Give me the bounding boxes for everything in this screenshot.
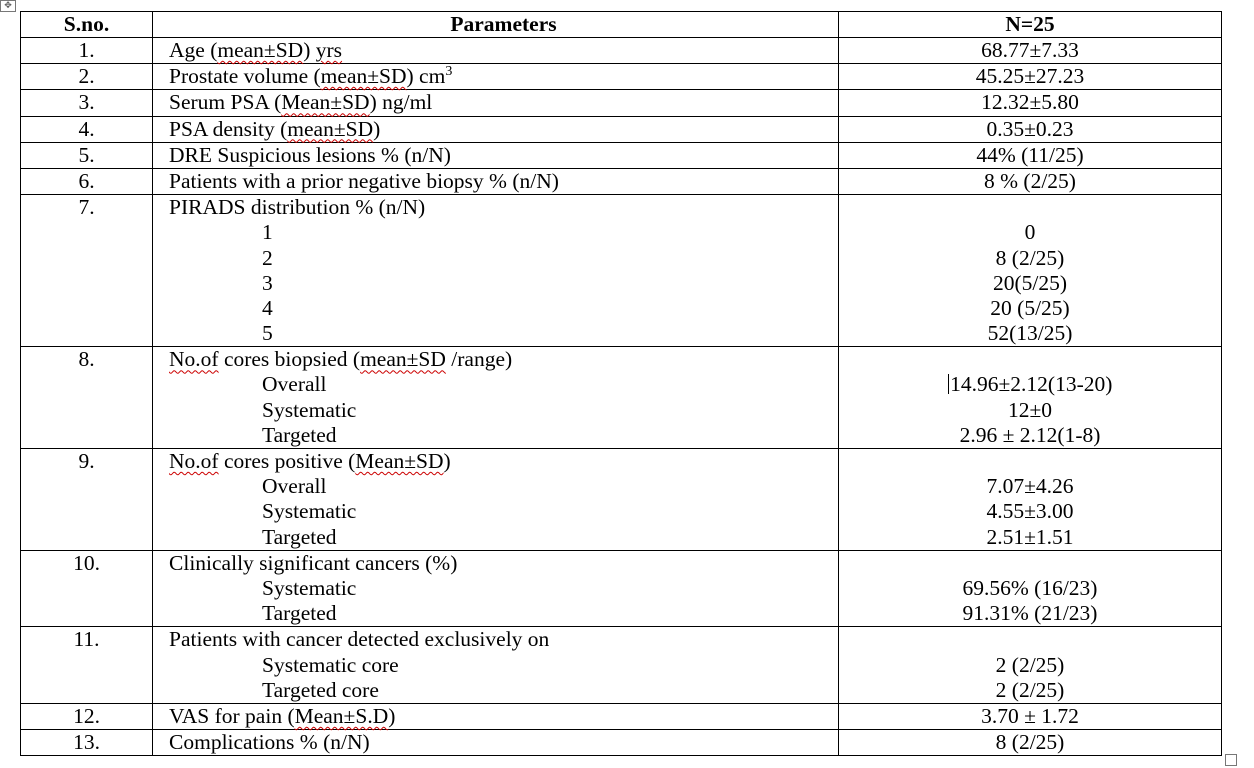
row-value-spacer bbox=[839, 449, 1221, 474]
row-value-span: 45.25±27.23 bbox=[975, 64, 1085, 89]
row-parameter-text: PIRADS distribution % (n/N) bbox=[169, 195, 426, 220]
row-parameter-label bbox=[169, 169, 838, 194]
row-parameter-text: Prostate volume (mean±SD) cm bbox=[169, 64, 446, 89]
row-value-text[interactable] bbox=[839, 653, 1221, 678]
row-sub-label: Targeted bbox=[262, 422, 337, 447]
row-parameter-label bbox=[169, 347, 838, 372]
table-row bbox=[21, 64, 1222, 90]
row-sno-text: 12. bbox=[73, 703, 100, 728]
row-sno-text: 2. bbox=[78, 64, 95, 89]
row-parameter bbox=[153, 730, 839, 756]
row-value bbox=[839, 550, 1222, 627]
row-value-span: 12±0 bbox=[1007, 397, 1053, 422]
row-sno-text: 10. bbox=[73, 550, 100, 575]
row-sno bbox=[21, 550, 153, 627]
row-value-text[interactable] bbox=[839, 372, 1221, 397]
row-sub-label: Systematic bbox=[262, 397, 357, 422]
row-sub-label: Targeted bbox=[262, 524, 337, 549]
row-value-text[interactable] bbox=[839, 499, 1221, 524]
row-parameter-label bbox=[169, 117, 838, 142]
row-value-span: 12.32±5.80 bbox=[981, 90, 1079, 115]
row-value-span: 44% (11/25) bbox=[976, 142, 1084, 167]
row-parameter bbox=[153, 142, 839, 168]
row-parameter-label bbox=[169, 195, 838, 220]
row-value-text[interactable] bbox=[839, 321, 1221, 346]
row-sub-label: 4 bbox=[262, 295, 273, 320]
row-value-spacer bbox=[839, 195, 1221, 220]
table-header-row bbox=[21, 12, 1222, 38]
row-value-span: 8 (2/25) bbox=[995, 245, 1065, 270]
table-resize-handle-icon[interactable] bbox=[1225, 754, 1237, 766]
row-sub-label: 1 bbox=[262, 220, 273, 245]
row-parameter-label bbox=[169, 64, 838, 89]
row-parameter-label bbox=[169, 38, 838, 63]
row-sno-text: 5. bbox=[78, 142, 95, 167]
row-parameter-label bbox=[169, 90, 838, 115]
row-parameter-text: Patients with cancer detected exclusively on bbox=[169, 627, 550, 652]
row-sno-text: 4. bbox=[78, 116, 95, 141]
row-parameter bbox=[153, 703, 839, 729]
row-value-span: 7.07±4.26 bbox=[986, 474, 1074, 499]
row-sno bbox=[21, 195, 153, 347]
row-parameter-text: Complications % (n/N) bbox=[169, 730, 370, 755]
row-value-span: 14.96±2.12(13-20) bbox=[950, 372, 1113, 397]
row-value-text[interactable] bbox=[839, 143, 1221, 168]
row-value-span: 91.31% (21/23) bbox=[962, 601, 1098, 626]
row-value-span: 2.51±1.51 bbox=[986, 524, 1074, 549]
row-value-spacer bbox=[839, 551, 1221, 576]
row-sno-text: 3. bbox=[78, 90, 95, 115]
table-row bbox=[21, 730, 1222, 756]
row-value-text[interactable] bbox=[839, 246, 1221, 271]
row-sno bbox=[21, 90, 153, 116]
row-value bbox=[839, 90, 1222, 116]
row-sno bbox=[21, 64, 153, 90]
row-value-spacer bbox=[839, 627, 1221, 652]
table-row bbox=[21, 703, 1222, 729]
row-value-span: 8 (2/25) bbox=[995, 730, 1065, 755]
row-value bbox=[839, 195, 1222, 347]
row-sno bbox=[21, 168, 153, 194]
row-sub-label: Overall bbox=[262, 372, 327, 397]
row-value bbox=[839, 730, 1222, 756]
row-value-text[interactable] bbox=[839, 64, 1221, 89]
table-move-handle-icon[interactable]: ✥ bbox=[0, 0, 16, 12]
row-parameter bbox=[153, 38, 839, 64]
table-row bbox=[21, 550, 1222, 627]
table-row bbox=[21, 449, 1222, 551]
row-sno-text: 7. bbox=[78, 195, 95, 220]
row-sub-label: Overall bbox=[262, 474, 327, 499]
row-parameter-text: Serum PSA (Mean±SD) ng/ml bbox=[169, 90, 433, 115]
row-value-span: 69.56% (16/23) bbox=[962, 575, 1098, 600]
table-row bbox=[21, 168, 1222, 194]
row-sno bbox=[21, 703, 153, 729]
row-value bbox=[839, 116, 1222, 142]
row-value-text[interactable] bbox=[839, 730, 1221, 755]
row-sno-text: 13. bbox=[73, 730, 100, 755]
row-value-span: 68.77±7.33 bbox=[981, 38, 1079, 62]
row-sub-label: Targeted core bbox=[262, 677, 379, 702]
row-value-span: 8 % (2/25) bbox=[984, 168, 1076, 193]
row-value-text[interactable] bbox=[839, 296, 1221, 321]
row-value-span: 4.55±3.00 bbox=[986, 499, 1074, 524]
row-parameter-label bbox=[169, 704, 838, 729]
row-parameter bbox=[153, 168, 839, 194]
table-row bbox=[21, 142, 1222, 168]
row-parameter bbox=[153, 116, 839, 142]
row-value-span: 0.35±0.23 bbox=[986, 116, 1074, 141]
row-parameter-label bbox=[169, 143, 838, 168]
row-parameter-text: Patients with a prior negative biopsy % (n/N) bbox=[169, 168, 559, 193]
row-value-span: 2 (2/25) bbox=[995, 652, 1065, 677]
header-sno: S.no. bbox=[21, 12, 153, 38]
row-value-text[interactable] bbox=[839, 601, 1221, 626]
row-sub-label: 2 bbox=[262, 245, 273, 270]
table-row bbox=[21, 627, 1222, 704]
header-n25: N=25 bbox=[839, 12, 1222, 38]
row-value-text[interactable] bbox=[839, 398, 1221, 423]
row-sno-text: 9. bbox=[78, 449, 95, 473]
row-parameter bbox=[153, 449, 839, 551]
row-parameter-label bbox=[169, 730, 838, 755]
row-parameter-text: No.of cores biopsied (mean±SD /range) bbox=[169, 347, 513, 372]
row-sub-label: Systematic bbox=[262, 499, 357, 524]
table-row bbox=[21, 116, 1222, 142]
row-parameter-superscript: 3 bbox=[445, 64, 453, 80]
row-value-span: 2 (2/25) bbox=[995, 677, 1065, 702]
row-value bbox=[839, 703, 1222, 729]
row-sub-label: Systematic core bbox=[262, 652, 399, 677]
row-value-text[interactable] bbox=[839, 271, 1221, 296]
table-row bbox=[21, 347, 1222, 449]
row-value-text[interactable] bbox=[839, 220, 1221, 245]
row-parameter bbox=[153, 195, 839, 347]
row-value bbox=[839, 168, 1222, 194]
row-parameter-text: VAS for pain (Mean±S.D) bbox=[169, 703, 396, 728]
row-sub-label: Systematic bbox=[262, 575, 357, 600]
row-value-spacer bbox=[839, 347, 1221, 372]
row-parameter-label bbox=[169, 449, 838, 474]
row-value-span: 52(13/25) bbox=[987, 321, 1073, 346]
row-value-text[interactable] bbox=[839, 90, 1221, 115]
row-value bbox=[839, 64, 1222, 90]
row-sno bbox=[21, 627, 153, 704]
row-value bbox=[839, 38, 1222, 64]
row-parameter-text: PSA density (mean±SD) bbox=[169, 116, 381, 141]
row-sno bbox=[21, 449, 153, 551]
header-parameters: Parameters bbox=[153, 12, 839, 38]
row-value-text[interactable] bbox=[839, 169, 1221, 194]
table-row bbox=[21, 38, 1222, 64]
row-sub-label: Targeted bbox=[262, 601, 337, 626]
row-value bbox=[839, 449, 1222, 551]
row-sub-label: 3 bbox=[262, 270, 273, 295]
row-parameter-label bbox=[169, 551, 838, 576]
row-sno bbox=[21, 116, 153, 142]
row-value-text[interactable] bbox=[839, 38, 1221, 63]
row-sno-text: 6. bbox=[78, 168, 95, 193]
row-sno bbox=[21, 142, 153, 168]
row-value-span: 2.96 ± 2.12(1-8) bbox=[959, 422, 1101, 447]
row-value-span: 20(5/25) bbox=[992, 270, 1068, 295]
row-value-text[interactable] bbox=[839, 423, 1221, 448]
row-value-span: 3.70 ± 1.72 bbox=[981, 703, 1079, 728]
row-parameter bbox=[153, 550, 839, 627]
row-parameter bbox=[153, 90, 839, 116]
row-value-text[interactable] bbox=[839, 117, 1221, 142]
row-sno-text: 8. bbox=[78, 347, 95, 372]
row-sno-text: 1. bbox=[78, 38, 95, 62]
table-row bbox=[21, 90, 1222, 116]
row-sno bbox=[21, 347, 153, 449]
row-value bbox=[839, 627, 1222, 704]
table-row bbox=[21, 195, 1222, 347]
row-value bbox=[839, 142, 1222, 168]
row-value-text[interactable] bbox=[839, 576, 1221, 601]
row-parameter-text: Age (mean±SD) yrs bbox=[169, 38, 343, 62]
text-cursor-icon bbox=[948, 374, 950, 394]
row-parameter-text: DRE Suspicious lesions % (n/N) bbox=[169, 142, 451, 167]
parameters-table bbox=[20, 11, 1222, 756]
row-sno bbox=[21, 38, 153, 64]
row-value-text[interactable] bbox=[839, 678, 1221, 703]
row-value-span: 20 (5/25) bbox=[990, 295, 1070, 320]
row-sno bbox=[21, 730, 153, 756]
row-value-text[interactable] bbox=[839, 525, 1221, 550]
row-parameter bbox=[153, 64, 839, 90]
row-parameter bbox=[153, 347, 839, 449]
row-parameter-text: Clinically significant cancers (%) bbox=[169, 550, 458, 575]
row-value bbox=[839, 347, 1222, 449]
row-parameter-label bbox=[169, 627, 838, 652]
row-value-text[interactable] bbox=[839, 704, 1221, 729]
row-parameter bbox=[153, 627, 839, 704]
row-parameter-text: No.of cores positive (Mean±SD) bbox=[169, 449, 451, 473]
row-value-text[interactable] bbox=[839, 474, 1221, 499]
row-value-span: 0 bbox=[1024, 220, 1036, 245]
row-sno-text: 11. bbox=[73, 627, 100, 652]
row-sub-label: 5 bbox=[262, 321, 273, 346]
